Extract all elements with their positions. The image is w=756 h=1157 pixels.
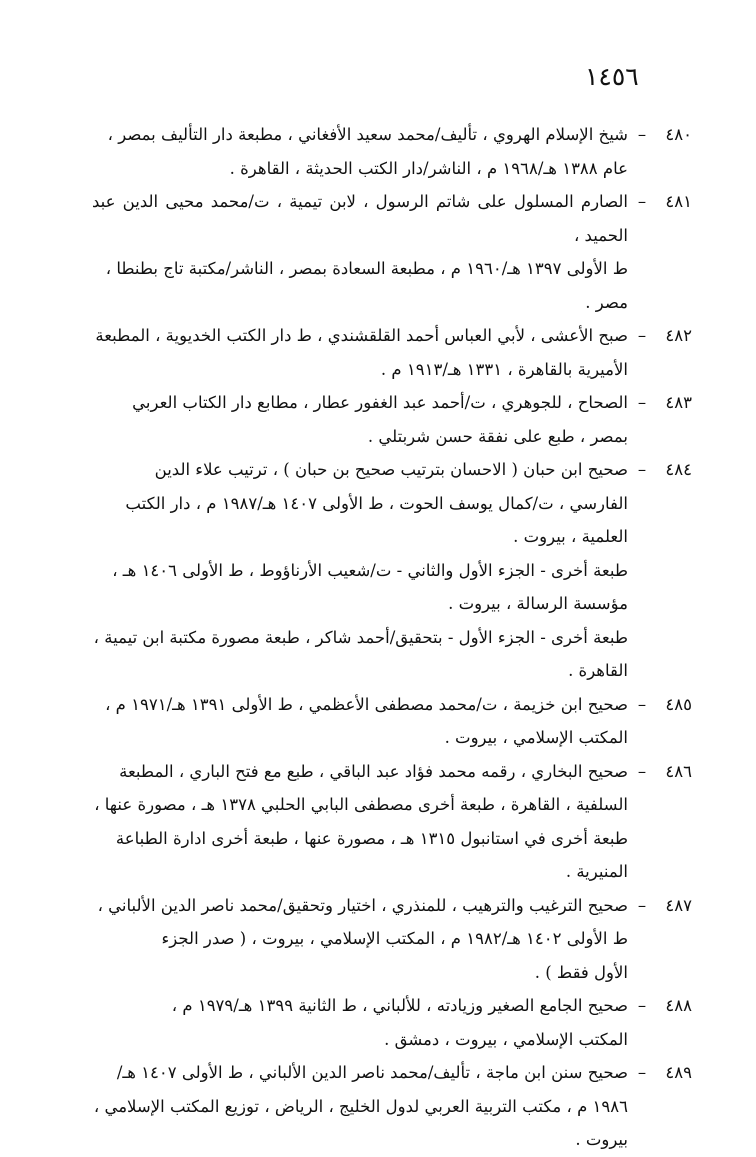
entry-content	[92, 185, 628, 319]
bibliography-entry	[92, 453, 692, 688]
entry-dash: –	[637, 694, 647, 714]
entry-dash: –	[637, 393, 647, 412]
entry-line: الصارم المسلول على شاتم الرسول ، لابن تيمية ، ت/محمد محيى الدين عبد الحميد ،	[92, 192, 628, 245]
entry-content	[92, 688, 628, 755]
entry-line: طبعة أخرى - الجزء الأول والثاني - ت/شعيب الأرناؤوط ، ط الأولى ١٤٠٦ هـ ،	[112, 560, 628, 580]
entry-dash: –	[637, 895, 647, 915]
entry-line: المكتب الإسلامي ، بيروت .	[444, 728, 628, 747]
entry-line: طبعة أخرى - الجزء الأول - بتحقيق/أحمد شاكر ، طبعة مصورة مكتبة ابن تيمية ،	[93, 627, 628, 647]
entry-dash: –	[637, 1063, 647, 1082]
entry-line: الأول فقط ) .	[534, 962, 628, 982]
entry-dash: –	[637, 192, 647, 211]
entry-line: العلمية ، بيروت .	[513, 527, 628, 546]
page-number: ١٤٥٦	[585, 62, 639, 91]
entry-citation	[92, 755, 628, 889]
entry-line: القاهرة .	[568, 661, 628, 680]
entry-line: صحيح ابن حبان ( الاحسان بترتيب صحيح بن حبان ) ، ترتيب علاء الدين	[154, 460, 628, 479]
entry-line: ١٩٨٦ م ، مكتب التربية العربي لدول الخليج ، الرياض ، توزيع المكتب الإسلامي ،	[93, 1096, 628, 1116]
entry-content	[92, 118, 628, 185]
entry-number: ٤٨٣	[665, 393, 692, 412]
entry-content	[92, 889, 628, 990]
entry-content	[92, 453, 628, 688]
entry-citation	[92, 386, 628, 453]
entry-line: شيخ الإسلام الهروي ، تأليف/محمد سعيد الأفغاني ، مطبعة دار التأليف بمصر ،	[107, 125, 628, 144]
entry-line: ط الأولى ١٤٠٢ هـ/١٩٨٢ م ، المكتب الإسلامي ، بيروت ، ( صدر الجزء	[161, 929, 628, 948]
entry-line: مؤسسة الرسالة ، بيروت .	[448, 594, 628, 613]
entry-line: المنيرية .	[565, 862, 628, 881]
bibliography-entry	[92, 755, 692, 889]
entry-dash: –	[637, 326, 647, 345]
entry-line: صحيح ابن خزيمة ، ت/محمد مصطفى الأعظمي ، ط الأولى ١٣٩١ هـ/١٩٧١ م ،	[105, 694, 628, 714]
entry-citation	[92, 989, 628, 1056]
entry-number: ٤٨٦	[665, 761, 692, 781]
entry-line: عام ١٣٨٨ هـ/١٩٦٨ م ، الناشر/دار الكتب الحديثة ، القاهرة .	[229, 158, 628, 178]
entry-line: بمصر ، طبع على نفقة حسن شربتلي .	[367, 426, 628, 446]
bibliography-entry	[92, 118, 692, 185]
bibliography-entry	[92, 185, 692, 319]
entry-dash: –	[637, 761, 647, 781]
entry-line: صحيح الجامع الصغير وزيادته ، للألباني ، ط الثانية ١٣٩٩ هـ/١٩٧٩ م ،	[171, 996, 628, 1015]
bibliography-entry	[92, 319, 692, 386]
entry-content	[92, 755, 628, 889]
entry-line: مصر .	[585, 292, 628, 312]
entry-line: الأميرية بالقاهرة ، ١٣٣١ هـ/١٩١٣ م .	[380, 359, 628, 379]
bibliography-entry	[92, 386, 692, 453]
bibliography-entry	[92, 1056, 692, 1157]
entry-number: ٤٨٥	[665, 694, 692, 714]
entry-citation	[92, 185, 628, 319]
entry-alternate-edition	[92, 621, 628, 688]
bibliography-list	[92, 118, 692, 1157]
entry-citation	[92, 319, 628, 386]
entry-line: صحيح سنن ابن ماجة ، تأليف/محمد ناصر الدين الألباني ، ط الأولى ١٤٠٧ هـ/	[116, 1063, 628, 1082]
entry-citation	[92, 1056, 628, 1157]
entry-number: ٤٨٩	[665, 1063, 692, 1082]
entry-line: الصحاح ، للجوهري ، ت/أحمد عبد الغفور عطار ، مطابع دار الكتاب العربي	[132, 393, 628, 412]
entry-number: ٤٨١	[665, 192, 692, 211]
entry-line: صبح الأعشى ، لأبي العباس أحمد القلقشندي ، ط دار الكتب الخديوية ، المطبعة	[95, 326, 628, 345]
entry-number: ٤٨٧	[665, 895, 692, 915]
entry-number: ٤٨٤	[665, 460, 692, 479]
entry-line: صحيح البخاري ، رقمه محمد فؤاد عبد الباقي ، طبع مع فتح الباري ، المطبعة	[119, 761, 628, 781]
entry-citation	[92, 889, 628, 990]
entry-dash: –	[637, 125, 647, 144]
entry-number: ٤٨٠	[665, 125, 692, 144]
entry-content	[92, 989, 628, 1056]
entry-dash: –	[637, 460, 647, 479]
entry-dash: –	[637, 996, 647, 1015]
entry-content	[92, 1056, 628, 1157]
entry-number: ٤٨٢	[665, 326, 692, 345]
entry-citation	[92, 688, 628, 755]
bibliography-entry	[92, 688, 692, 755]
bibliography-entry	[92, 889, 692, 990]
entry-number: ٤٨٨	[665, 996, 692, 1015]
entry-line: ط الأولى ١٣٩٧ هـ/١٩٦٠ م ، مطبعة السعادة بمصر ، الناشر/مكتبة تاج بطنطا ،	[105, 259, 628, 278]
entry-content	[92, 319, 628, 386]
entry-citation	[92, 118, 628, 185]
entry-line: المكتب الإسلامي ، بيروت ، دمشق .	[384, 1029, 628, 1049]
entry-line: الفارسي ، ت/كمال يوسف الحوت ، ط الأولى ١٤٠٧ هـ/١٩٨٧ م ، دار الكتب	[125, 493, 628, 513]
entry-citation	[92, 453, 628, 554]
entry-line: بيروت .	[575, 1130, 628, 1149]
entry-line: السلفية ، القاهرة ، طبعة أخرى مصطفى البابي الحلبي ١٣٧٨ هـ ، مصورة عنها ،	[94, 795, 628, 814]
entry-line: طبعة أخرى في استانبول ١٣١٥ هـ ، مصورة عنها ، طبعة أخرى ادارة الطباعة	[115, 828, 628, 848]
entry-alternate-edition	[92, 554, 628, 621]
entry-content	[92, 386, 628, 453]
entry-line: صحيح الترغيب والترهيب ، للمنذري ، اختيار وتحقيق/محمد ناصر الدين الألباني ،	[97, 895, 628, 915]
bibliography-entry	[92, 989, 692, 1056]
